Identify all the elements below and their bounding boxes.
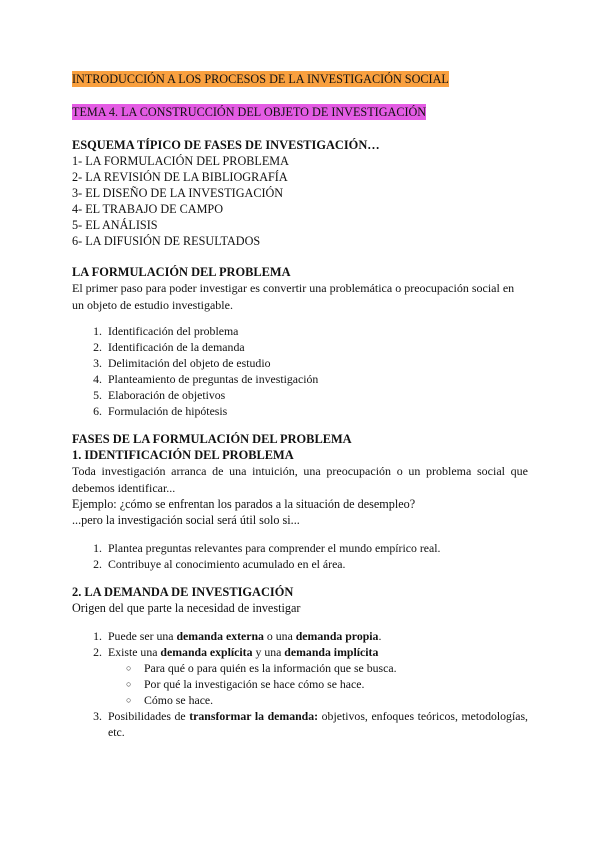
phases-example: Ejemplo: ¿cómo se enfrentan los parados a la situación de desempleo?: [72, 497, 416, 511]
topic-title: TEMA 4. LA CONSTRUCCIÓN DEL OBJETO DE INVESTIGACIÓN: [72, 105, 427, 119]
demand-intro: Origen del que parte la necesidad de investigar: [72, 601, 301, 615]
scheme-item: 5- EL ANÁLISIS: [72, 218, 158, 232]
formulation-paragraph: El primer paso para poder investigar es convertir una problemática o preocupación social en un objeto de estudio investigable.: [72, 281, 515, 312]
scheme-item: 1- LA FORMULACIÓN DEL PROBLEMA: [72, 154, 289, 168]
scheme-item: 4- EL TRABAJO DE CAMPO: [72, 202, 223, 216]
phases-heading: FASES DE LA FORMULACIÓN DEL PROBLEMA: [72, 432, 352, 446]
scheme-heading: ESQUEMA TÍPICO DE FASES DE INVESTIGACIÓN…: [72, 138, 380, 152]
formulation-heading: LA FORMULACIÓN DEL PROBLEMA: [72, 265, 291, 279]
phases-note: ...pero la investigación social será útil solo si...: [72, 513, 300, 527]
scheme-item: 3- EL DISEÑO DE LA INVESTIGACIÓN: [72, 186, 284, 200]
scheme-item: 6- LA DIFUSIÓN DE RESULTADOS: [72, 234, 261, 248]
scheme-item: 2- LA REVISIÓN DE LA BIBLIOGRAFÍA: [72, 170, 288, 184]
demand-heading: 2. LA DEMANDA DE INVESTIGACIÓN: [72, 585, 294, 599]
course-title: INTRODUCCIÓN A LOS PROCESOS DE LA INVESTIGACIÓN SOCIAL: [72, 72, 449, 86]
phases-subheading: 1. IDENTIFICACIÓN DEL PROBLEMA: [72, 448, 294, 462]
phases-paragraph: Toda investigación arranca de una intuición, una preocupación o un problema social que debemos identificar...: [72, 464, 528, 495]
